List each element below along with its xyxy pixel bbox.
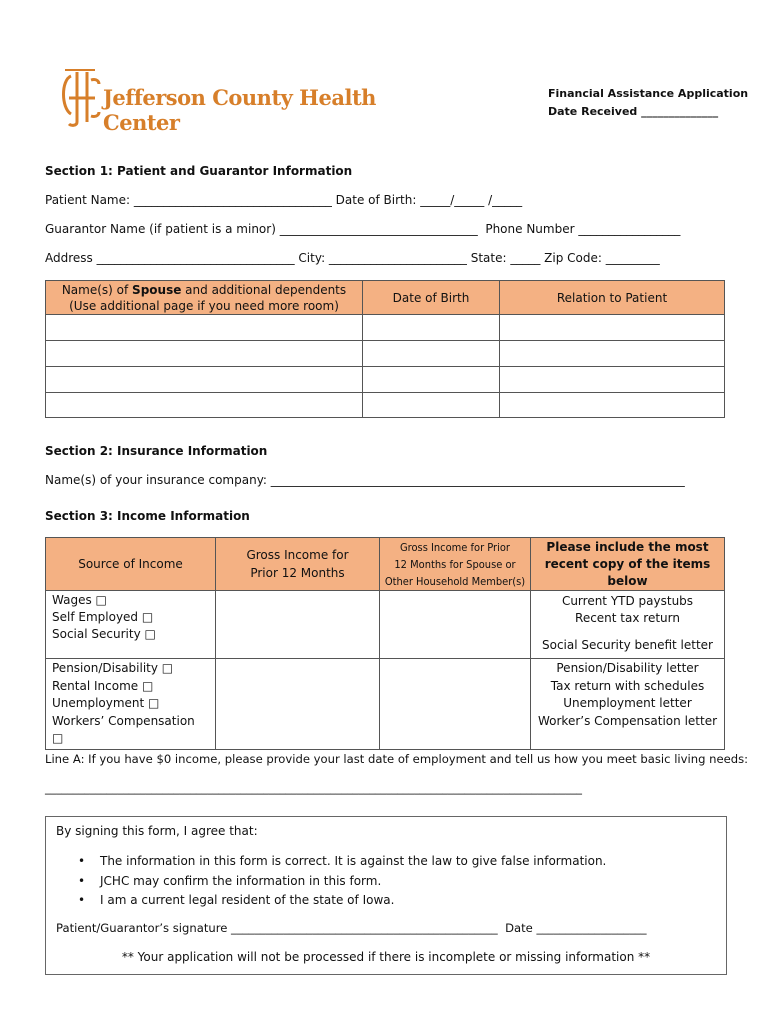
dependents-name-header: Name(s) of Spouse and additional dependents (Use additional page if you need more room) bbox=[46, 281, 363, 315]
workers-comp-checkbox[interactable]: Workers’ Compensation □ bbox=[52, 713, 195, 745]
incomplete-notice: ** Your application will not be processed if there is incomplete or missing information ** bbox=[121, 950, 651, 964]
jchc-monogram-icon bbox=[57, 68, 103, 128]
dependents-table bbox=[45, 280, 725, 418]
income-sources-cell[interactable] bbox=[46, 591, 216, 659]
agreement-box bbox=[45, 816, 727, 975]
date-received: Date Received ______________ bbox=[548, 105, 719, 118]
guarantor-line[interactable]: Guarantor Name (if patient is a minor) _________________________________ Phone Number _________________ bbox=[45, 222, 681, 236]
pension-checkbox[interactable]: Pension/Disability □ bbox=[52, 661, 174, 675]
dob-header: Date of Birth bbox=[363, 281, 500, 315]
list-item: • JCHC may confirm the information in this form. bbox=[56, 872, 716, 892]
rental-income-checkbox[interactable]: Rental Income □ bbox=[52, 678, 154, 693]
insurance-line[interactable]: Name(s) of your insurance company: _____________________________________________________________________ bbox=[45, 473, 685, 487]
include-items-header: Please include the most recent copy of the items below bbox=[531, 538, 725, 591]
table-row[interactable] bbox=[46, 393, 725, 418]
agreement-intro: By signing this form, I agree that: bbox=[56, 824, 258, 838]
line-a-question: Line A: If you have $0 income, please provide your last date of employment and tell us how you meet basic living needs: bbox=[45, 752, 749, 766]
spouse-income-header: Gross Income for Prior 12 Months for Spouse or Other Household Member(s) bbox=[380, 538, 531, 591]
source-header: Source of Income bbox=[46, 538, 216, 591]
list-item: • I am a current legal resident of the state of Iowa. bbox=[56, 891, 716, 911]
org-name: Jefferson County Health Center bbox=[103, 85, 376, 135]
spouse-income-cell[interactable] bbox=[380, 591, 531, 659]
form-title: Financial Assistance Application bbox=[548, 87, 749, 100]
line-a-blank[interactable]: ________________________________________________________________________________________________ bbox=[45, 782, 582, 795]
unemployment-checkbox[interactable]: Unemployment □ bbox=[52, 696, 160, 710]
self-employed-checkbox[interactable]: Self Employed □ bbox=[52, 610, 154, 624]
gross-income-cell[interactable] bbox=[216, 659, 380, 750]
table-row bbox=[46, 659, 725, 750]
documents-cell: Current YTD paystubs Recent tax return Social Security benefit letter bbox=[531, 591, 725, 659]
documents-cell: Pension/Disability letter Tax return with schedules Unemployment letter Worker’s Compensation letter bbox=[531, 659, 725, 750]
relation-header: Relation to Patient bbox=[500, 281, 725, 315]
table-row[interactable] bbox=[46, 367, 725, 393]
section3-heading: Section 3: Income Information bbox=[45, 509, 250, 523]
section2-heading: Section 2: Insurance Information bbox=[45, 444, 268, 458]
signature-line[interactable]: Patient/Guarantor’s signature ______________________________________________ Date ___________________ bbox=[56, 921, 647, 935]
wages-checkbox[interactable]: Wages □ bbox=[52, 593, 107, 607]
income-sources-cell[interactable] bbox=[46, 659, 216, 750]
gross-income-cell[interactable] bbox=[216, 591, 380, 659]
table-row[interactable] bbox=[46, 315, 725, 341]
spouse-income-cell[interactable] bbox=[380, 659, 531, 750]
gross-income-header: Gross Income for Prior 12 Months bbox=[216, 538, 380, 591]
agreement-list bbox=[56, 852, 716, 911]
section1-heading: Section 1: Patient and Guarantor Information bbox=[45, 164, 353, 178]
income-table bbox=[45, 537, 725, 750]
list-item: • The information in this form is correct. It is against the law to give false information. bbox=[56, 852, 716, 872]
social-security-checkbox[interactable]: Social Security □ bbox=[52, 627, 156, 641]
patient-name-line[interactable]: Patient Name: _________________________________ Date of Birth: _____/_____ /_____ bbox=[45, 193, 523, 207]
table-row bbox=[46, 591, 725, 659]
logo bbox=[57, 68, 407, 135]
address-line[interactable]: Address _________________________________ City: _______________________ State: _____ Zip Code: _________ bbox=[45, 251, 660, 265]
table-row[interactable] bbox=[46, 341, 725, 367]
